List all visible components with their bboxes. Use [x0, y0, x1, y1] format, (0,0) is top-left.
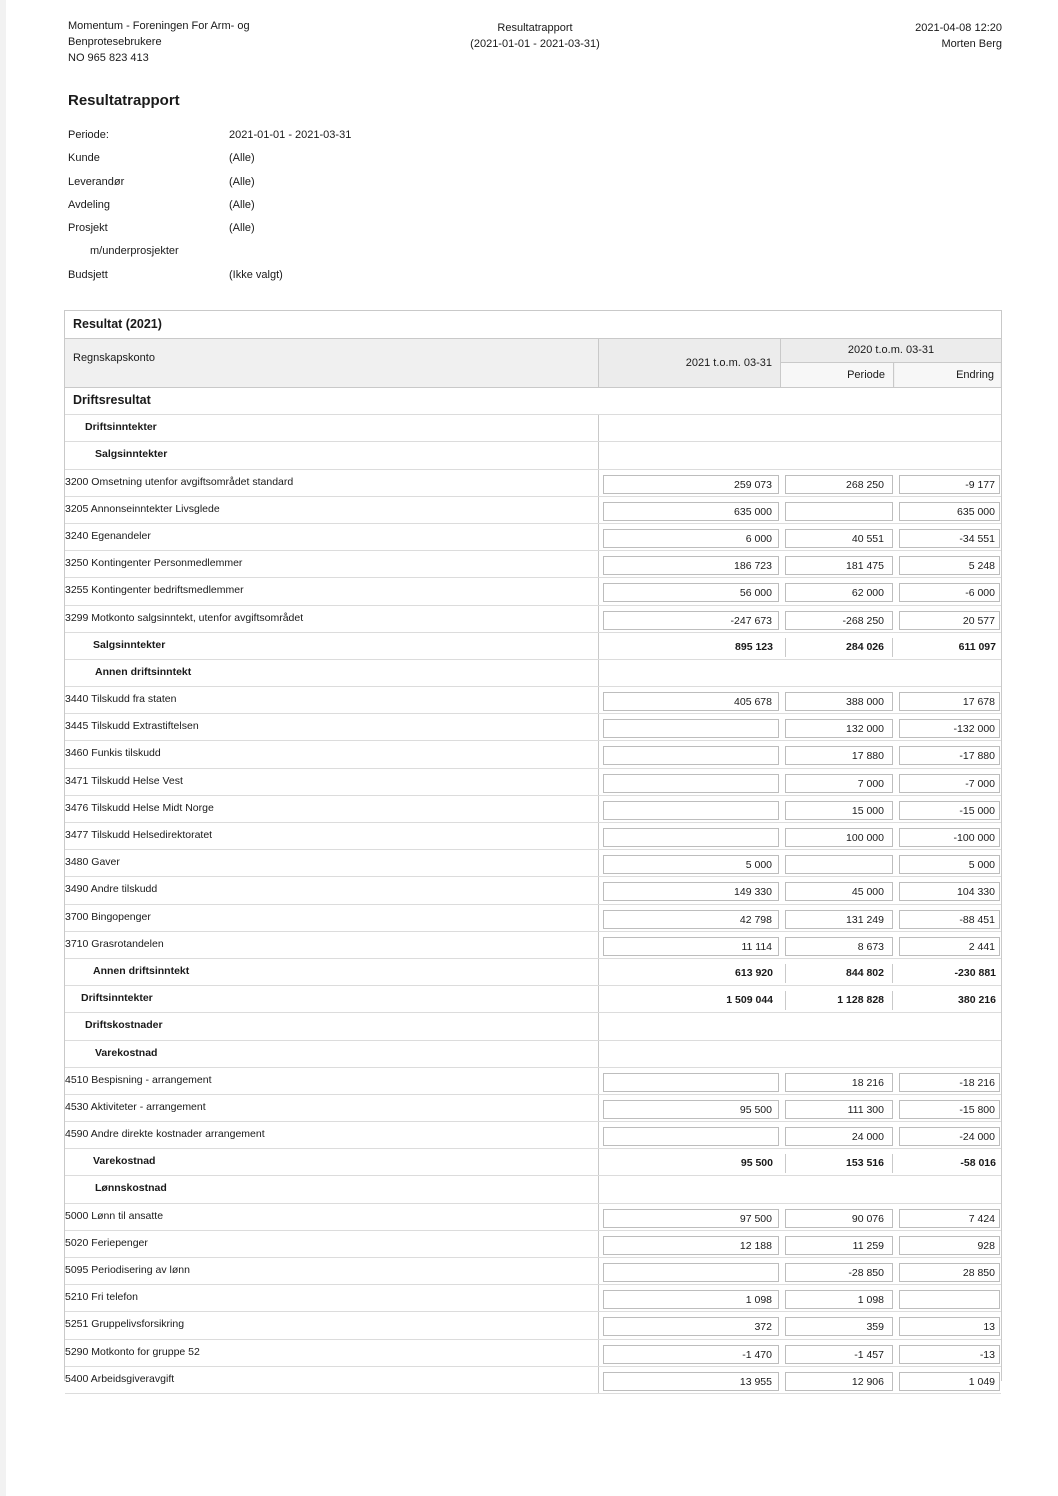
- table-row: [65, 823, 1001, 850]
- section-heading-row: [65, 1013, 1001, 1040]
- period-value-cell: 45 000: [785, 882, 893, 901]
- generated-by-user: Morten Berg: [941, 38, 1002, 50]
- change-value-cell: 380 216: [958, 994, 996, 1007]
- row-value-cells: [598, 470, 1002, 496]
- column-header-period: Periode: [780, 363, 894, 387]
- row-value-cells: [598, 551, 1002, 577]
- period-value-cell: 268 250: [785, 475, 893, 494]
- row-label: Annen driftsinntekt: [95, 665, 192, 678]
- row-label: 5095 Periodisering av lønn: [65, 1264, 190, 1276]
- row-value-cells: [598, 796, 1002, 822]
- change-value-cell: 104 330: [899, 882, 1000, 901]
- row-label: 3476 Tilskudd Helse Midt Norge: [65, 801, 214, 814]
- filter-label: Budsjett: [68, 268, 108, 281]
- table-row: [65, 1340, 1001, 1367]
- period-value-cell: 1 098: [785, 1290, 893, 1309]
- current-value-cell: 6 000: [603, 529, 779, 548]
- filter-value: (Alle): [229, 175, 255, 188]
- current-value-cell: -1 470: [603, 1345, 779, 1364]
- row-label: Annen driftsinntekt: [93, 964, 190, 977]
- current-value-cell: [603, 774, 779, 793]
- period-value-cell: 131 249: [785, 910, 893, 929]
- organization-name-line2: Benprotesebrukere: [68, 36, 162, 48]
- filter-label: Leverandør: [68, 175, 125, 188]
- change-value-cell: -9 177: [899, 475, 1000, 494]
- page-title: Resultatrapport: [68, 92, 180, 109]
- current-value-cell: 1 098: [603, 1290, 779, 1309]
- row-value-cells: [598, 1231, 1002, 1257]
- organization-name-line1: Momentum - Foreningen For Arm- og: [68, 20, 250, 32]
- row-label: 3299 Motkonto salgsinntekt, utenfor avgiftsområdet: [65, 611, 304, 624]
- current-value-cell: 42 798: [603, 910, 779, 929]
- period-value-cell: -28 850: [785, 1263, 893, 1282]
- table-row: [65, 606, 1001, 633]
- change-value-cell: 1 049: [899, 1372, 1000, 1391]
- current-value-cell: 149 330: [603, 882, 779, 901]
- row-value-cells: [598, 1258, 1002, 1284]
- change-value-cell: -58 016: [960, 1157, 996, 1170]
- change-value-cell: -17 880: [899, 746, 1000, 765]
- table-row: [65, 932, 1001, 959]
- filter-label: Avdeling: [68, 198, 110, 211]
- row-value-cells: [598, 1122, 1002, 1148]
- table-row: [65, 1095, 1001, 1122]
- change-value-cell: -15 800: [899, 1100, 1000, 1119]
- subtotal-row: [65, 959, 1001, 986]
- row-value-cells: [598, 905, 1002, 931]
- table-row: [65, 470, 1001, 497]
- column-header-account: Regnskapskonto: [73, 352, 155, 364]
- filter-value: (Alle): [229, 222, 255, 235]
- row-label: 3460 Funkis tilskudd: [65, 747, 161, 760]
- row-value-cells: [598, 877, 1002, 903]
- row-value-cells: [598, 442, 1002, 468]
- period-value-cell: [785, 855, 893, 874]
- column-header-change: Endring: [895, 363, 1000, 387]
- row-label: Varekostnad: [93, 1155, 156, 1168]
- period-value-cell: 388 000: [785, 692, 893, 711]
- row-label: 3710 Grasrotandelen: [65, 937, 164, 950]
- period-value-cell: 111 300: [785, 1100, 893, 1119]
- change-value-cell: 611 097: [958, 640, 996, 653]
- period-value-cell: 8 673: [785, 937, 893, 956]
- filter-row: [68, 129, 468, 152]
- row-label: Varekostnad: [95, 1046, 158, 1059]
- period-value-cell: 1 128 828: [785, 991, 893, 1010]
- subtotal-row: [65, 1149, 1001, 1176]
- row-label: Driftsinntekter: [85, 421, 157, 434]
- current-value-cell: -247 673: [603, 611, 779, 630]
- table-body: [65, 388, 1001, 1394]
- row-label: 4530 Aktiviteter - arrangement: [65, 1100, 206, 1113]
- section-heading-row: [65, 1176, 1001, 1203]
- scan-edge: [0, 0, 6, 1496]
- row-value-cells: [598, 1285, 1002, 1311]
- change-value-cell: -132 000: [899, 719, 1000, 738]
- current-value-cell: 95 500: [740, 1157, 773, 1170]
- section-heading-row: [65, 442, 1001, 469]
- generated-timestamp: 2021-04-08 12:20: [915, 22, 1002, 34]
- row-label: Lønnskostnad: [95, 1182, 167, 1195]
- period-value-cell: 17 880: [785, 746, 893, 765]
- period-value-cell: [785, 502, 893, 521]
- change-value-cell: -13: [899, 1345, 1000, 1364]
- report-name: Resultatrapport: [497, 22, 573, 34]
- change-value-cell: -6 000: [899, 583, 1000, 602]
- current-value-cell: 11 114: [603, 937, 779, 956]
- table-row: [65, 877, 1001, 904]
- column-header-current-label: 2021 t.o.m. 03-31: [685, 357, 772, 369]
- table-row: [65, 714, 1001, 741]
- period-value-cell: 40 551: [785, 529, 893, 548]
- period-value-cell: 90 076: [785, 1209, 893, 1228]
- row-value-cells: [598, 1340, 1002, 1366]
- row-label: 3440 Tilskudd fra staten: [65, 693, 177, 706]
- filter-row: [68, 269, 468, 292]
- current-value-cell: 613 920: [735, 966, 773, 979]
- row-label: 3205 Annonseinntekter Livsglede: [65, 502, 220, 515]
- filter-label: Prosjekt: [68, 222, 108, 235]
- organization-number: NO 965 823 413: [68, 52, 149, 64]
- filter-row: [68, 222, 468, 245]
- current-value-cell: 895 123: [735, 640, 773, 653]
- current-value-cell: [603, 828, 779, 847]
- row-label: 4510 Bespisning - arrangement: [65, 1073, 212, 1086]
- row-value-cells: [598, 633, 1002, 659]
- change-value-cell: -230 881: [954, 966, 996, 979]
- row-value-cells: [598, 1013, 1002, 1039]
- change-value-cell: 13: [899, 1317, 1000, 1336]
- subtotal-row: [65, 986, 1001, 1013]
- table-row: [65, 1204, 1001, 1231]
- period-value-cell: 181 475: [785, 556, 893, 575]
- row-value-cells: [598, 850, 1002, 876]
- row-label: 3240 Egenandeler: [65, 529, 151, 542]
- row-value-cells: [598, 1041, 1002, 1067]
- change-value-cell: 20 577: [899, 611, 1000, 630]
- row-label: 3250 Kontingenter Personmedlemmer: [65, 557, 243, 570]
- row-label: 3255 Kontingenter bedriftsmedlemmer: [65, 584, 244, 597]
- row-value-cells: [598, 1176, 1002, 1202]
- current-value-cell: [603, 1073, 779, 1092]
- table-row: [65, 1231, 1001, 1258]
- table-header: [65, 339, 1001, 388]
- row-label: Driftsresultat: [73, 393, 151, 407]
- change-value-cell: 928: [899, 1236, 1000, 1255]
- current-value-cell: 13 955: [603, 1372, 779, 1391]
- filter-value: (Alle): [229, 198, 255, 211]
- change-value-cell: -100 000: [899, 828, 1000, 847]
- change-value-cell: 28 850: [899, 1263, 1000, 1282]
- table-row: [65, 1367, 1001, 1394]
- period-value-cell: 100 000: [785, 828, 893, 847]
- filter-row: [68, 152, 468, 175]
- table-row: [65, 551, 1001, 578]
- change-value-cell: 2 441: [899, 937, 1000, 956]
- current-value-cell: 97 500: [603, 1209, 779, 1228]
- section-heading-row: [65, 388, 1001, 415]
- filter-label: m/underprosjekter: [90, 245, 179, 258]
- filter-list: [68, 129, 468, 292]
- row-label: 5290 Motkonto for gruppe 52: [65, 1345, 200, 1358]
- change-value-cell: -18 216: [899, 1073, 1000, 1092]
- row-value-cells: [598, 1095, 1002, 1121]
- table-row: [65, 1122, 1001, 1149]
- row-value-cells: [598, 1068, 1002, 1094]
- current-value-cell: 405 678: [603, 692, 779, 711]
- filter-row: [68, 176, 468, 199]
- current-value-cell: 186 723: [603, 556, 779, 575]
- filter-label: Periode:: [68, 129, 109, 141]
- change-value-cell: 5 000: [899, 855, 1000, 874]
- current-value-cell: 1 509 044: [726, 994, 773, 1007]
- row-value-cells: [598, 388, 1001, 414]
- change-value-cell: -34 551: [899, 529, 1000, 548]
- table-row: [65, 524, 1001, 551]
- current-value-cell: 5 000: [603, 855, 779, 874]
- current-value-cell: [603, 801, 779, 820]
- change-value-cell: 7 424: [899, 1209, 1000, 1228]
- period-value-cell: -268 250: [785, 611, 893, 630]
- row-value-cells: [598, 1367, 1002, 1393]
- filter-value: (Ikke valgt): [229, 268, 283, 281]
- row-value-cells: [598, 524, 1002, 550]
- row-label: 3477 Tilskudd Helsedirektoratet: [65, 829, 213, 841]
- current-value-cell: 635 000: [603, 502, 779, 521]
- period-value-cell: 62 000: [785, 583, 893, 602]
- current-value-cell: 12 188: [603, 1236, 779, 1255]
- table-row: [65, 1312, 1001, 1339]
- period-value-cell: 12 906: [785, 1372, 893, 1391]
- row-label: 5210 Fri telefon: [65, 1291, 138, 1304]
- change-value-cell: -88 451: [899, 910, 1000, 929]
- row-label: 5251 Gruppelivsforsikring: [65, 1318, 185, 1331]
- row-value-cells: [598, 415, 1002, 441]
- row-label: 3490 Andre tilskudd: [65, 883, 158, 896]
- section-heading-row: [65, 1041, 1001, 1068]
- row-label: Driftsinntekter: [81, 992, 153, 1005]
- current-value-cell: [603, 719, 779, 738]
- current-value-cell: 95 500: [603, 1100, 779, 1119]
- report-table-title: Resultat (2021): [65, 311, 1001, 339]
- filter-label: Kunde: [68, 152, 100, 165]
- column-header-current: [598, 339, 780, 387]
- current-value-cell: [603, 746, 779, 765]
- period-value-cell: 15 000: [785, 801, 893, 820]
- row-value-cells: [598, 741, 1002, 767]
- result-report-table: [64, 310, 1002, 1388]
- period-value-cell: 153 516: [785, 1154, 893, 1173]
- period-value-cell: 284 026: [785, 638, 893, 657]
- report-range: (2021-01-01 - 2021-03-31): [470, 38, 600, 50]
- row-label: 3445 Tilskudd Extrastiftelsen: [65, 720, 199, 733]
- period-value-cell: -1 457: [785, 1345, 893, 1364]
- table-row: [65, 687, 1001, 714]
- row-value-cells: [598, 687, 1002, 713]
- subtotal-row: [65, 633, 1001, 660]
- change-value-cell: 635 000: [899, 502, 1000, 521]
- row-value-cells: [598, 986, 1002, 1012]
- filter-row: [68, 245, 468, 268]
- report-heading-block: [440, 20, 630, 52]
- change-value-cell: 17 678: [899, 692, 1000, 711]
- table-row: [65, 905, 1001, 932]
- section-heading-row: [65, 415, 1001, 442]
- section-heading-row: [65, 660, 1001, 687]
- current-value-cell: [603, 1127, 779, 1146]
- table-row: [65, 741, 1001, 768]
- table-row: [65, 1068, 1001, 1095]
- period-value-cell: 7 000: [785, 774, 893, 793]
- period-value-cell: 359: [785, 1317, 893, 1336]
- row-value-cells: [598, 1312, 1002, 1338]
- row-label: Driftskostnader: [85, 1019, 163, 1032]
- period-value-cell: 844 802: [785, 964, 893, 983]
- row-label: 3700 Bingopenger: [65, 910, 151, 923]
- change-value-cell: -24 000: [899, 1127, 1000, 1146]
- filter-value: (Alle): [229, 152, 255, 165]
- table-row: [65, 1258, 1001, 1285]
- period-value-cell: 11 259: [785, 1236, 893, 1255]
- table-row: [65, 1285, 1001, 1312]
- period-value-cell: 132 000: [785, 719, 893, 738]
- row-label: Salgsinntekter: [93, 638, 166, 651]
- change-value-cell: 5 248: [899, 556, 1000, 575]
- row-label: 3200 Omsetning utenfor avgiftsområdet standard: [65, 475, 294, 488]
- row-value-cells: [598, 1204, 1002, 1230]
- row-label: 5400 Arbeidsgiveravgift: [65, 1372, 175, 1385]
- change-value-cell: -15 000: [899, 801, 1000, 820]
- row-label: Salgsinntekter: [95, 448, 168, 461]
- period-value-cell: 18 216: [785, 1073, 893, 1092]
- row-value-cells: [598, 578, 1002, 604]
- row-value-cells: [598, 823, 1002, 849]
- row-value-cells: [598, 660, 1002, 686]
- filter-row: [68, 199, 468, 222]
- column-header-prior-group: 2020 t.o.m. 03-31: [780, 339, 1001, 363]
- row-label: 5000 Lønn til ansatte: [65, 1209, 164, 1222]
- row-value-cells: [598, 769, 1002, 795]
- change-value-cell: -7 000: [899, 774, 1000, 793]
- row-label: 3480 Gaver: [65, 856, 120, 869]
- table-row: [65, 578, 1001, 605]
- current-value-cell: 372: [603, 1317, 779, 1336]
- row-value-cells: [598, 932, 1002, 958]
- row-value-cells: [598, 959, 1002, 985]
- row-value-cells: [598, 497, 1002, 523]
- row-label: 3471 Tilskudd Helse Vest: [65, 774, 183, 787]
- current-value-cell: 259 073: [603, 475, 779, 494]
- table-row: [65, 850, 1001, 877]
- change-value-cell: [899, 1290, 1000, 1309]
- current-value-cell: [603, 1263, 779, 1282]
- table-row: [65, 769, 1001, 796]
- row-label: 4590 Andre direkte kostnader arrangement: [65, 1128, 265, 1141]
- period-value-cell: 24 000: [785, 1127, 893, 1146]
- row-value-cells: [598, 1149, 1002, 1175]
- row-label: 5020 Feriepenger: [65, 1236, 148, 1249]
- organization-block: [68, 18, 250, 66]
- table-row: [65, 497, 1001, 524]
- filter-value: 2021-01-01 - 2021-03-31: [229, 129, 352, 141]
- current-value-cell: 56 000: [603, 583, 779, 602]
- table-row: [65, 796, 1001, 823]
- row-value-cells: [598, 606, 1002, 632]
- generation-info: [915, 20, 1002, 52]
- row-value-cells: [598, 714, 1002, 740]
